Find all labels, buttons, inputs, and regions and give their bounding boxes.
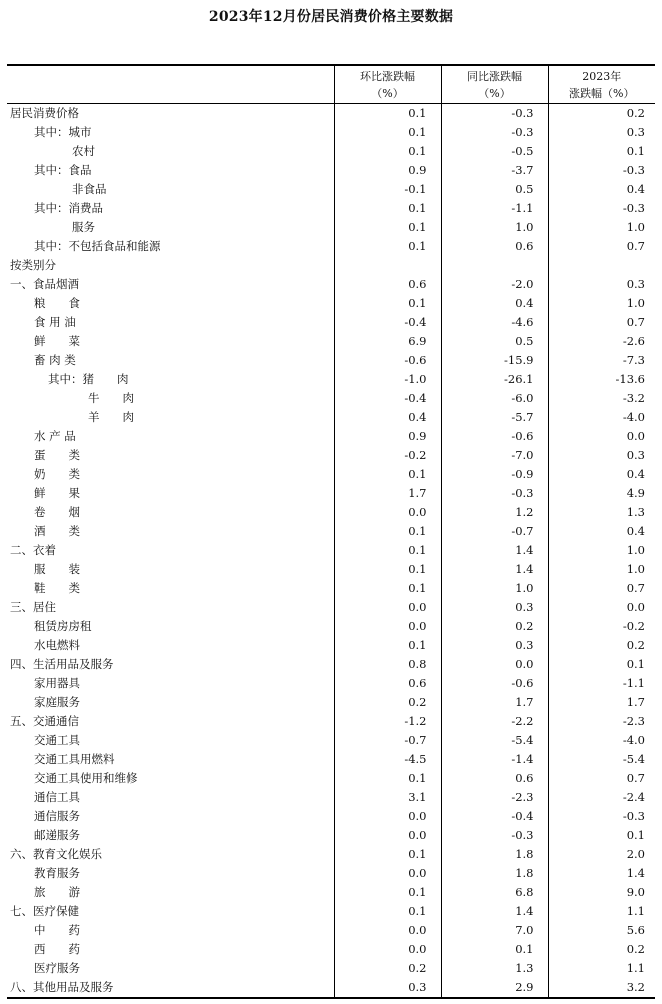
cpi-table	[7, 64, 655, 999]
row-label: 其中：食品	[7, 161, 334, 180]
yoy-value: 0.1	[441, 940, 548, 959]
row-label: 七、医疗保健	[7, 902, 334, 921]
ytd-value: 0.7	[626, 239, 645, 253]
yoy-value: -6.0	[441, 389, 548, 408]
mom-value: -0.4	[334, 313, 441, 332]
yoy-value: 0.2	[441, 617, 548, 636]
yoy-value: -15.9	[441, 351, 548, 370]
mom-value: 0.1	[334, 237, 441, 256]
mom-value: 0.9	[334, 161, 441, 180]
mom-value: 0.0	[334, 940, 441, 959]
yoy-value: 1.8	[441, 864, 548, 883]
yoy-value: 0.3	[441, 636, 548, 655]
mom-value: -4.5	[334, 750, 441, 769]
yoy-value: 0.4	[441, 294, 548, 313]
table-row	[7, 712, 655, 731]
ytd-value: 0.3	[626, 448, 645, 462]
row-label: 鞋 类	[7, 579, 334, 598]
mom-value: 0.0	[334, 617, 441, 636]
mom-value: 0.1	[334, 522, 441, 541]
ytd-value: 0.2	[626, 638, 645, 652]
ytd-value: 1.7	[626, 695, 645, 709]
ytd-value: 0.4	[626, 182, 645, 196]
ytd-value: 0.3	[626, 125, 645, 139]
mom-value: 0.1	[334, 902, 441, 921]
row-label: 服 装	[7, 560, 334, 579]
mom-value: 0.3	[334, 978, 441, 998]
ytd-value: 3.2	[548, 978, 655, 998]
table-row	[7, 826, 655, 845]
mom-value	[334, 256, 441, 275]
mom-value: 3.1	[334, 788, 441, 807]
row-label: 卷 烟	[7, 503, 334, 522]
row-label: 四、生活用品及服务	[7, 655, 334, 674]
yoy-value: 6.8	[441, 883, 548, 902]
ytd-value: -0.3	[622, 201, 645, 215]
mom-value: -0.7	[334, 731, 441, 750]
table-row	[7, 541, 655, 560]
yoy-value: -0.9	[441, 465, 548, 484]
mom-value: 0.2	[334, 693, 441, 712]
ytd-value: -7.3	[622, 353, 645, 367]
yoy-value: -7.0	[441, 446, 548, 465]
mom-value: -0.4	[334, 389, 441, 408]
row-label: 中 药	[7, 921, 334, 940]
ytd-value: 2.0	[626, 847, 645, 861]
table-row	[7, 142, 655, 161]
table-row	[7, 275, 655, 294]
row-label: 鲜 果	[7, 484, 334, 503]
row-label: 租赁房房租	[7, 617, 334, 636]
header-category	[7, 65, 334, 104]
table-row	[7, 332, 655, 351]
row-label: 交通工具	[7, 731, 334, 750]
ytd-value: 5.6	[626, 923, 645, 937]
table-row	[7, 503, 655, 522]
row-label: 家庭服务	[7, 693, 334, 712]
mom-value: 0.0	[334, 826, 441, 845]
yoy-value: -0.3	[441, 104, 548, 124]
row-label: 服务	[7, 218, 334, 237]
ytd-value: 1.3	[626, 505, 645, 519]
ytd-value: 9.0	[626, 885, 645, 899]
yoy-value: -0.5	[441, 142, 548, 161]
table-row	[7, 161, 655, 180]
yoy-value: 1.2	[441, 503, 548, 522]
ytd-value: 1.0	[626, 220, 645, 234]
ytd-value: 0.4	[626, 467, 645, 481]
header-ytd	[548, 65, 655, 104]
row-label: 其中：城市	[7, 123, 334, 142]
ytd-value: 0.2	[626, 106, 645, 120]
table-row	[7, 389, 655, 408]
page-title: 2023年12月份居民消费价格主要数据	[208, 9, 454, 25]
row-label: 农村	[7, 142, 334, 161]
yoy-value: 1.0	[441, 218, 548, 237]
mom-value: 0.6	[334, 674, 441, 693]
table-row	[7, 446, 655, 465]
yoy-value: 1.7	[441, 693, 548, 712]
table-row	[7, 484, 655, 503]
table-row	[7, 883, 655, 902]
yoy-value: -4.6	[441, 313, 548, 332]
yoy-value	[441, 256, 548, 275]
table-row	[7, 845, 655, 864]
ytd-value: 0.7	[626, 771, 645, 785]
mom-value: 0.6	[334, 275, 441, 294]
yoy-value: 0.6	[441, 237, 548, 256]
header-yoy	[441, 65, 548, 104]
yoy-value: 1.4	[441, 902, 548, 921]
row-label: 交通工具使用和维修	[7, 769, 334, 788]
ytd-value: 1.4	[626, 866, 645, 880]
table-row	[7, 256, 655, 275]
yoy-value: -0.3	[441, 826, 548, 845]
yoy-value: 2.9	[441, 978, 548, 998]
table-row	[7, 788, 655, 807]
mom-value: 0.8	[334, 655, 441, 674]
ytd-value: -13.6	[615, 372, 645, 386]
row-label: 二、衣着	[7, 541, 334, 560]
yoy-value: 1.4	[441, 560, 548, 579]
row-label: 其中：猪 肉	[7, 370, 334, 389]
yoy-value: -1.1	[441, 199, 548, 218]
yoy-value: -0.3	[441, 123, 548, 142]
row-label: 邮递服务	[7, 826, 334, 845]
yoy-value: 1.0	[441, 579, 548, 598]
mom-value: 0.1	[334, 769, 441, 788]
ytd-value: -1.1	[622, 676, 645, 690]
row-label: 五、交通通信	[7, 712, 334, 731]
row-label: 八、其他用品及服务	[7, 978, 334, 998]
ytd-value: -5.4	[622, 752, 645, 766]
header-ytd-line1: 2023年	[582, 70, 622, 83]
table-row	[7, 807, 655, 826]
row-label: 畜 肉 类	[7, 351, 334, 370]
table-row	[7, 313, 655, 332]
mom-value: 0.1	[334, 294, 441, 313]
table-row	[7, 864, 655, 883]
table-row	[7, 940, 655, 959]
yoy-value: 0.6	[441, 769, 548, 788]
row-label: 食 用 油	[7, 313, 334, 332]
mom-value: 0.0	[334, 864, 441, 883]
ytd-value: -4.0	[622, 733, 645, 747]
table-row	[7, 294, 655, 313]
table-row	[7, 750, 655, 769]
table-row	[7, 674, 655, 693]
yoy-value: 1.8	[441, 845, 548, 864]
ytd-value: -0.3	[622, 809, 645, 823]
row-label: 交通工具用燃料	[7, 750, 334, 769]
mom-value: -0.1	[334, 180, 441, 199]
row-label: 酒 类	[7, 522, 334, 541]
mom-value: 0.1	[334, 883, 441, 902]
ytd-value: 1.0	[626, 543, 645, 557]
row-label: 医疗服务	[7, 959, 334, 978]
table-row	[7, 693, 655, 712]
yoy-value: -2.0	[441, 275, 548, 294]
yoy-value: 0.5	[441, 180, 548, 199]
mom-value: 0.1	[334, 199, 441, 218]
table-row	[7, 104, 655, 124]
ytd-value: 0.3	[626, 277, 645, 291]
table-row	[7, 237, 655, 256]
table-row	[7, 731, 655, 750]
mom-value: 0.1	[334, 636, 441, 655]
ytd-value: 1.0	[626, 562, 645, 576]
mom-value: 6.9	[334, 332, 441, 351]
row-label: 鲜 菜	[7, 332, 334, 351]
header-ytd-line2: 涨跌幅（%）	[569, 87, 635, 100]
row-label: 通信工具	[7, 788, 334, 807]
header-mom-line2: （%）	[371, 87, 404, 100]
table-row	[7, 636, 655, 655]
mom-value: 0.1	[334, 560, 441, 579]
table-row	[7, 978, 655, 998]
row-label: 奶 类	[7, 465, 334, 484]
table-row	[7, 522, 655, 541]
table-row	[7, 370, 655, 389]
yoy-value: 1.3	[441, 959, 548, 978]
mom-value: 0.1	[334, 142, 441, 161]
yoy-value: -2.3	[441, 788, 548, 807]
yoy-value: -26.1	[441, 370, 548, 389]
header-mom-line1: 环比涨跌幅	[360, 70, 415, 83]
row-label: 其中：不包括食品和能源	[7, 237, 334, 256]
table-row	[7, 769, 655, 788]
table-row	[7, 199, 655, 218]
mom-value: -1.2	[334, 712, 441, 731]
yoy-value: 0.0	[441, 655, 548, 674]
ytd-value: -0.2	[622, 619, 645, 633]
ytd-value: 4.9	[626, 486, 645, 500]
yoy-value: -0.7	[441, 522, 548, 541]
row-label: 羊 肉	[7, 408, 334, 427]
row-label: 牛 肉	[7, 389, 334, 408]
yoy-value: 0.5	[441, 332, 548, 351]
ytd-value: 0.0	[626, 429, 645, 443]
mom-value: -0.2	[334, 446, 441, 465]
ytd-value: 0.7	[626, 315, 645, 329]
ytd-value: -3.2	[622, 391, 645, 405]
ytd-value: -0.3	[622, 163, 645, 177]
yoy-value: -5.4	[441, 731, 548, 750]
yoy-value: -2.2	[441, 712, 548, 731]
yoy-value: -1.4	[441, 750, 548, 769]
yoy-value: 1.4	[441, 541, 548, 560]
yoy-value: -5.7	[441, 408, 548, 427]
mom-value: 0.1	[334, 218, 441, 237]
mom-value: 0.0	[334, 807, 441, 826]
header-yoy-line2: （%）	[478, 87, 511, 100]
mom-value: 0.9	[334, 427, 441, 446]
ytd-value: -2.4	[622, 790, 645, 804]
mom-value: 0.1	[334, 845, 441, 864]
row-label: 家用器具	[7, 674, 334, 693]
table-row	[7, 902, 655, 921]
ytd-value: 0.2	[626, 942, 645, 956]
row-label: 蛋 类	[7, 446, 334, 465]
table-row	[7, 180, 655, 199]
mom-value: 0.1	[334, 123, 441, 142]
ytd-value: 0.7	[626, 581, 645, 595]
table-row	[7, 427, 655, 446]
table-row	[7, 408, 655, 427]
yoy-value: -0.6	[441, 674, 548, 693]
ytd-value: 0.4	[626, 524, 645, 538]
ytd-value	[548, 256, 655, 275]
yoy-value: -0.6	[441, 427, 548, 446]
table-row	[7, 579, 655, 598]
mom-value: 1.7	[334, 484, 441, 503]
mom-value: 0.1	[334, 104, 441, 124]
row-label: 通信服务	[7, 807, 334, 826]
mom-value: 0.0	[334, 921, 441, 940]
yoy-value: 7.0	[441, 921, 548, 940]
table-row	[7, 617, 655, 636]
ytd-value: 0.1	[626, 144, 645, 158]
table-row	[7, 921, 655, 940]
mom-value: -0.6	[334, 351, 441, 370]
table-row	[7, 560, 655, 579]
table-row	[7, 351, 655, 370]
ytd-value: 0.1	[626, 657, 645, 671]
header-yoy-line1: 同比涨跌幅	[467, 70, 522, 83]
table-header-row	[7, 65, 655, 104]
row-label: 一、食品烟酒	[7, 275, 334, 294]
row-label: 三、居住	[7, 598, 334, 617]
ytd-value: 1.1	[626, 961, 645, 975]
ytd-value: 0.1	[626, 828, 645, 842]
row-label: 按类别分	[7, 256, 334, 275]
mom-value: -1.0	[334, 370, 441, 389]
header-mom	[334, 65, 441, 104]
row-label: 水 产 品	[7, 427, 334, 446]
table-row	[7, 465, 655, 484]
mom-value: 0.4	[334, 408, 441, 427]
row-label: 粮 食	[7, 294, 334, 313]
ytd-value: -2.3	[622, 714, 645, 728]
mom-value: 0.0	[334, 503, 441, 522]
row-label: 旅 游	[7, 883, 334, 902]
row-label: 非食品	[7, 180, 334, 199]
yoy-value: -0.4	[441, 807, 548, 826]
mom-value: 0.1	[334, 579, 441, 598]
mom-value: 0.1	[334, 465, 441, 484]
table-row	[7, 959, 655, 978]
row-label: 西 药	[7, 940, 334, 959]
row-label: 教育服务	[7, 864, 334, 883]
table-row	[7, 218, 655, 237]
row-label: 水电燃料	[7, 636, 334, 655]
ytd-value: -4.0	[622, 410, 645, 424]
ytd-value: 0.0	[626, 600, 645, 614]
mom-value: 0.2	[334, 959, 441, 978]
row-label: 居民消费价格	[7, 104, 334, 124]
mom-value: 0.0	[334, 598, 441, 617]
table-row	[7, 598, 655, 617]
ytd-value: 1.0	[626, 296, 645, 310]
table-row	[7, 123, 655, 142]
ytd-value: -2.6	[622, 334, 645, 348]
mom-value: 0.1	[334, 541, 441, 560]
yoy-value: 0.3	[441, 598, 548, 617]
table-row	[7, 655, 655, 674]
row-label: 六、教育文化娱乐	[7, 845, 334, 864]
yoy-value: -3.7	[441, 161, 548, 180]
row-label: 其中：消费品	[7, 199, 334, 218]
yoy-value: -0.3	[441, 484, 548, 503]
ytd-value: 1.1	[626, 904, 645, 918]
